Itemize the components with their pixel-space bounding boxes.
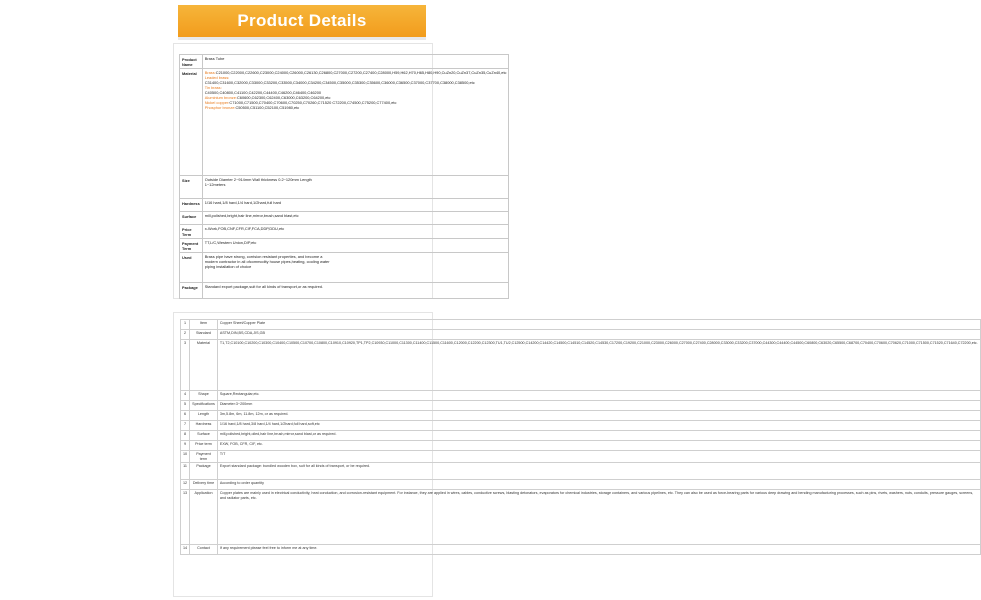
row-number: 7 <box>181 421 190 431</box>
row-number: 9 <box>181 441 190 451</box>
nickel-copper-grades: C71000,C71500,C70400,C70600,C70250,C70260,C71520 C72200,C74500,C75200,C77400,etc <box>229 100 397 105</box>
copper-plate-spec-sheet <box>173 312 978 597</box>
phosphor-bronze-grades: C50500,C51100,C52100,C51980,etc <box>235 105 300 110</box>
row-number: 13 <box>181 490 190 545</box>
table-row <box>181 421 981 431</box>
row-key: Package <box>180 283 203 299</box>
row-value: Export standard package: bundled wooden box, suit for all kinds of transport, or be required. <box>217 463 980 480</box>
used-line: Brass pipe have strong, corrision resistant properties, and become a <box>204 254 323 259</box>
brass-label: Brass: <box>204 70 216 75</box>
row-key: Surface <box>180 212 203 225</box>
row-key: Payment Term <box>180 239 203 253</box>
table-row <box>181 340 981 391</box>
phosphor-bronze-label: Phosphor bronze: <box>204 105 236 110</box>
row-key: Price Term <box>180 225 203 239</box>
row-key: Package <box>190 463 218 480</box>
row-number: 4 <box>181 391 190 401</box>
table-row <box>180 283 509 299</box>
table-row <box>181 441 981 451</box>
row-number: 2 <box>181 330 190 340</box>
row-number: 5 <box>181 401 190 411</box>
table-row <box>180 253 509 283</box>
row-number: 10 <box>181 451 190 463</box>
table-row <box>180 69 509 176</box>
used-line: modern contractor in all ofcommodity house pipes,heating, cooling water <box>204 259 330 264</box>
row-value: Brass Tube <box>202 55 509 69</box>
table-row <box>181 463 981 480</box>
row-key: Used <box>180 253 203 283</box>
row-value: mill,polished,bright,hair line,mirror,brush,sand blast,etc <box>202 212 509 225</box>
leaded-brass-grades: C31400,C31600,C32000,C33000,C33200,C33500,C34000,C34200,C34500,C35000,C35300,C35600,C36000,C36500,C37000,C37700,C38000,C38500,etc <box>204 80 475 85</box>
row-value: 1/16 hard,1/8 hard,3/8 hard,1/4 hard,1/2hard,full hard,soft,etc <box>217 421 980 431</box>
row-key: Material <box>180 69 203 176</box>
row-key: Length <box>190 411 218 421</box>
row-number: 8 <box>181 431 190 441</box>
tin-brass-label: Tin brass: <box>204 85 222 90</box>
row-key: Product Name <box>180 55 203 69</box>
row-key: Standard <box>190 330 218 340</box>
table-row <box>181 545 981 555</box>
row-key: Material <box>190 340 218 391</box>
table-row <box>180 212 509 225</box>
row-value: T/T <box>217 451 980 463</box>
row-value: Square,Rectangular,etc. <box>217 391 980 401</box>
banner-title: Product Details <box>237 11 367 30</box>
table-row <box>181 330 981 340</box>
row-value: T1,T2,C10100,C10200,C10300,C10400,C10500,C10700,C10800,C10910,C10920,TP1,TP2,C10930,C11000,C11300,C11400,C11500,C11600,C12000,C12200,C12300,TU1,TU2,C12500,C14200,C14420,C14500,C14510,C14520,C14530,C17200,C19200,C21000,C23000,C26000,C27000,C27400,C28000,C33000,C33200,C37000,C44300,C44400,C44500,C60800,C63020,C65500,C68700,C70400,C70600,C70620,C71000,C71500,C71520,C71640,C72200,etc. <box>217 340 980 391</box>
nickel-copper-label: Nickel copper: <box>204 100 230 105</box>
table-row <box>181 401 981 411</box>
aluminium-bronze-label: Aluminium bronze: <box>204 95 237 100</box>
row-value: mill,polished,bright,oiled,hair line,brush,mirror,sand blast,or as required. <box>217 431 980 441</box>
row-key: Item <box>190 320 218 330</box>
row-value: Copper plates are mainly used in electrical conductivity, heat conduction, and corrosion-resistant equipment. For instance, they are applied in wires, cables, conductive screws, blasting detonators, evaporators for chemical industries, storage containers, and various pipelines, etc. They can also be used as force-bearing parts for various deep drawing and bending manufacturing processes, such as pins, rivets, washers, nuts, conduits, pressure gauges, screens, and radiator parts, etc. <box>217 490 980 545</box>
table-row <box>180 239 509 253</box>
row-key: Shape <box>190 391 218 401</box>
row-number: 12 <box>181 480 190 490</box>
row-number: 3 <box>181 340 190 391</box>
table-row <box>181 451 981 463</box>
row-number: 11 <box>181 463 190 480</box>
row-value: Diameter:3~200mm <box>217 401 980 411</box>
row-value: x-Work,FOB,CNF,CFR,CIF,FCA,DDP,DDU,etc <box>202 225 509 239</box>
table-row <box>180 55 509 69</box>
used-value <box>202 253 509 283</box>
size-line: Outside Diamter 2~914mm Wall thickness 0.2~120mm Length <box>204 177 312 182</box>
brass-grades: C21000,C22000,C22600,C23000,C24000,C26000,C26130,C26800,C27000,C27200,C27400,C28000,H59,H62,H70,H65,H80,H90,CuZn20,CuZn37,CuZn35,CuZn40,etc <box>215 70 507 75</box>
row-value: ASTM,DIN,BS,CDA,JIS,GB <box>217 330 980 340</box>
table-row <box>180 199 509 212</box>
row-key: Contact <box>190 545 218 555</box>
row-value: According to order quantity <box>217 480 980 490</box>
blank-area <box>180 563 426 591</box>
brass-tube-spec-table <box>179 54 509 299</box>
leaded-brass-label: Leaded brass: <box>204 75 230 80</box>
row-key: Payment term <box>190 451 218 463</box>
row-value: Copper Sheet/Copper Plate <box>217 320 980 330</box>
row-number: 1 <box>181 320 190 330</box>
row-number: 14 <box>181 545 190 555</box>
table-row <box>181 490 981 545</box>
table-row <box>181 320 981 330</box>
row-value: 3m,5.8m, 6m, 11.8m, 12m, or as required. <box>217 411 980 421</box>
table-row <box>180 225 509 239</box>
product-details-banner <box>178 5 426 37</box>
row-key: Application <box>190 490 218 545</box>
row-key: Surface <box>190 431 218 441</box>
row-value: TT,L/C,Western Union,D/P,etc <box>202 239 509 253</box>
table-row <box>181 480 981 490</box>
table-row <box>181 391 981 401</box>
table-row <box>180 176 509 199</box>
aluminium-bronze-grades: C60600,C62300,C62400,C63000,C63200,C64200,etc <box>236 95 331 100</box>
row-key: Size <box>180 176 203 199</box>
row-number: 6 <box>181 411 190 421</box>
row-value: Standard export package,suit for all kinds of transport,or as required. <box>202 283 509 299</box>
brass-tube-spec-sheet <box>173 43 507 299</box>
banner-divider <box>178 37 426 40</box>
material-value <box>202 69 509 176</box>
row-key: Price term <box>190 441 218 451</box>
row-value: EXW, FOB, CFR, CIF, etc. <box>217 441 980 451</box>
row-value: If any requirement please feel free to inform me at any time. <box>217 545 980 555</box>
row-key: Delivery time <box>190 480 218 490</box>
table-row <box>181 411 981 421</box>
size-value <box>202 176 509 199</box>
row-key: Specifications <box>190 401 218 411</box>
size-line: 1~12meters <box>204 182 226 187</box>
row-key: Hardness <box>180 199 203 212</box>
tin-brass-grades: C40500,C40800,C41100,C42200,C44400,C46200,C46400,C46200 <box>204 90 322 95</box>
row-key: Hardness <box>190 421 218 431</box>
used-line: piping installation of choice <box>204 264 252 269</box>
copper-plate-spec-table <box>180 319 981 555</box>
row-value: 1/16 hard,1/8 hard,1/4 hard,1/2hard,full hard <box>202 199 509 212</box>
table-row <box>181 431 981 441</box>
